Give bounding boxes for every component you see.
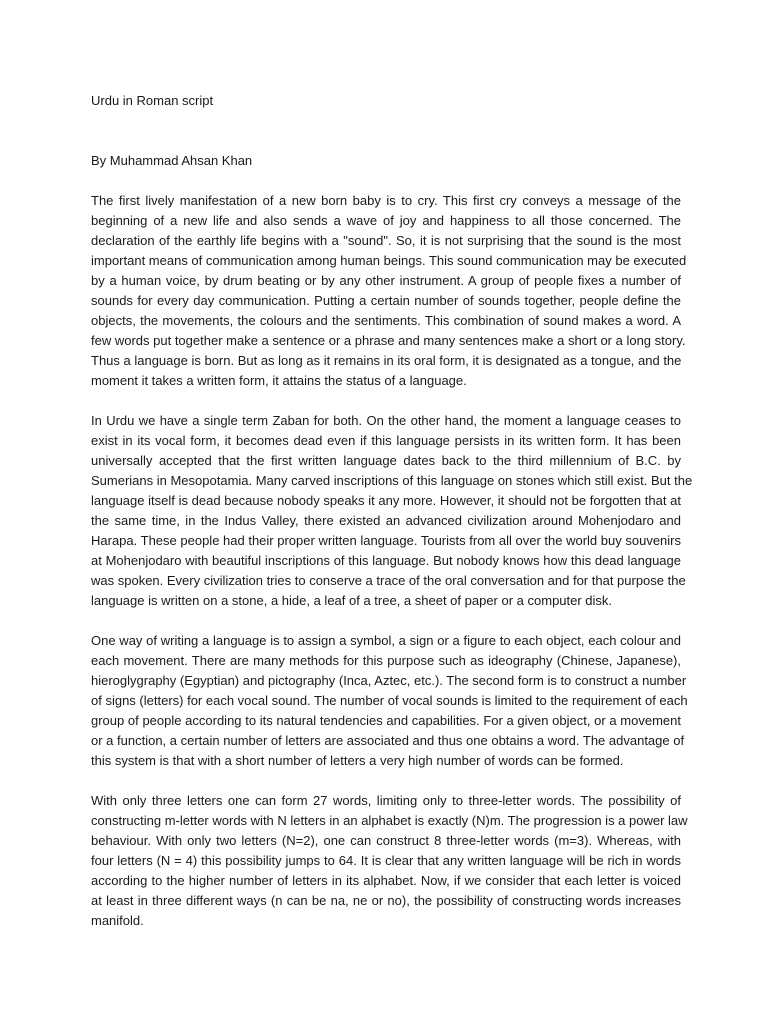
paragraph-line: was spoken. Every civilization tries to conserve a trace of the oral conversation and for that purpose the — [91, 573, 686, 588]
paragraph-line: The first lively manifestation of a new born baby is to cry. This first cry conveys a message of the — [91, 193, 681, 208]
paragraph-line: With only three letters one can form 27 words, limiting only to three-letter words. The possibility of — [91, 793, 681, 808]
paragraph-line: at least in three different ways (n can be na, ne or no), the possibility of constructing words increases — [91, 893, 681, 908]
paragraph-line: language is written on a stone, a hide, a leaf of a tree, a sheet of paper or a computer disk. — [91, 593, 613, 608]
paragraph-line: moment it takes a written form, it attains the status of a language. — [91, 373, 467, 388]
paragraph-line: few words put together make a sentence or a phrase and many sentences make a short or a long story. — [91, 333, 686, 348]
paragraph-line: beginning of a new life and also sends a wave of joy and happiness to all those concerned. The — [91, 213, 681, 228]
paragraph-line: language itself is dead because nobody speaks it any more. However, it should not be forgotten that at — [91, 493, 681, 508]
paragraph-line: this system is that with a short number of letters a very high number of words can be formed. — [91, 753, 624, 768]
paragraph-line: of signs (letters) for each vocal sound. The number of vocal sounds is limited to the requirement of each — [91, 693, 688, 708]
paragraph-line: manifold. — [91, 913, 144, 928]
paragraph-line: group of people according to its natural tendencies and capabilities. For a given object, or a movement — [91, 713, 681, 728]
document-author: By Muhammad Ahsan Khan — [91, 153, 253, 168]
paragraph-line: Harapa. These people had their proper written language. Tourists from all over the world buy souvenirs — [91, 533, 681, 548]
paragraph-line: One way of writing a language is to assign a symbol, a sign or a figure to each object, each colour and — [91, 633, 681, 648]
paragraph-line: or a function, a certain number of letters are associated and thus one obtains a word. The advantage of — [91, 733, 685, 748]
document-body — [91, 91, 693, 931]
paragraph-line: important means of communication among human beings. This sound communication may be executed — [91, 253, 687, 268]
paragraph-line: In Urdu we have a single term Zaban for both. On the other hand, the moment a language ceases to — [91, 413, 681, 428]
paragraph-line: each movement. There are many methods for this purpose such as ideography (Chinese, Japanese), — [91, 653, 681, 668]
paragraph-line: four letters (N = 4) this possibility jumps to 64. It is clear that any written language will be rich in words — [91, 853, 681, 868]
paragraph-line: the same time, in the Indus Valley, there existed an advanced civilization around Mohenjodaro and — [91, 513, 681, 528]
paragraph-line: according to the higher number of letters in its alphabet. Now, if we consider that each letter is voiced — [91, 873, 681, 888]
document-title: Urdu in Roman script — [91, 93, 214, 108]
paragraph-line: behaviour. With only two letters (N=2), one can construct 8 three-letter words (m=3). Whereas, with — [91, 833, 681, 848]
paragraph-2 — [91, 411, 693, 611]
paragraph-line: at Mohenjodaro with beautiful inscriptions of this language. But nobody knows how this dead language — [91, 553, 681, 568]
paragraph-line: constructing m-letter words with N letters in an alphabet is exactly (N)m. The progression is a power law — [91, 813, 688, 828]
paragraph-1 — [91, 191, 687, 391]
paragraph-line: Sumerians in Mesopotamia. Many carved inscriptions of this language on stones which still exist. But the — [91, 473, 693, 488]
paragraph-line: exist in its vocal form, it becomes dead even if this language persists in its written form. It has been — [91, 433, 681, 448]
paragraph-line: Thus a language is born. But as long as it remains in its oral form, it is designated as a tongue, and the — [91, 353, 682, 368]
paragraph-line: objects, the movements, the colours and the sentiments. This combination of sound makes a word. A — [91, 313, 681, 328]
paragraph-line: declaration of the earthly life begins with a "sound". So, it is not surprising that the sound is the most — [91, 233, 681, 248]
paragraph-line: universally accepted that the first written language dates back to the third millennium of B.C. by — [91, 453, 681, 468]
paragraph-line: by a human voice, by drum beating or by any other instrument. A group of people fixes a number of — [91, 273, 681, 288]
paragraph-line: hieroglygraphy (Egyptian) and pictography (Inca, Aztec, etc.). The second form is to construct a number — [91, 673, 687, 688]
paragraph-line: sounds for every day communication. Putting a certain number of sounds together, people define the — [91, 293, 681, 308]
paragraph-3 — [91, 631, 688, 771]
paragraph-4 — [91, 791, 688, 931]
